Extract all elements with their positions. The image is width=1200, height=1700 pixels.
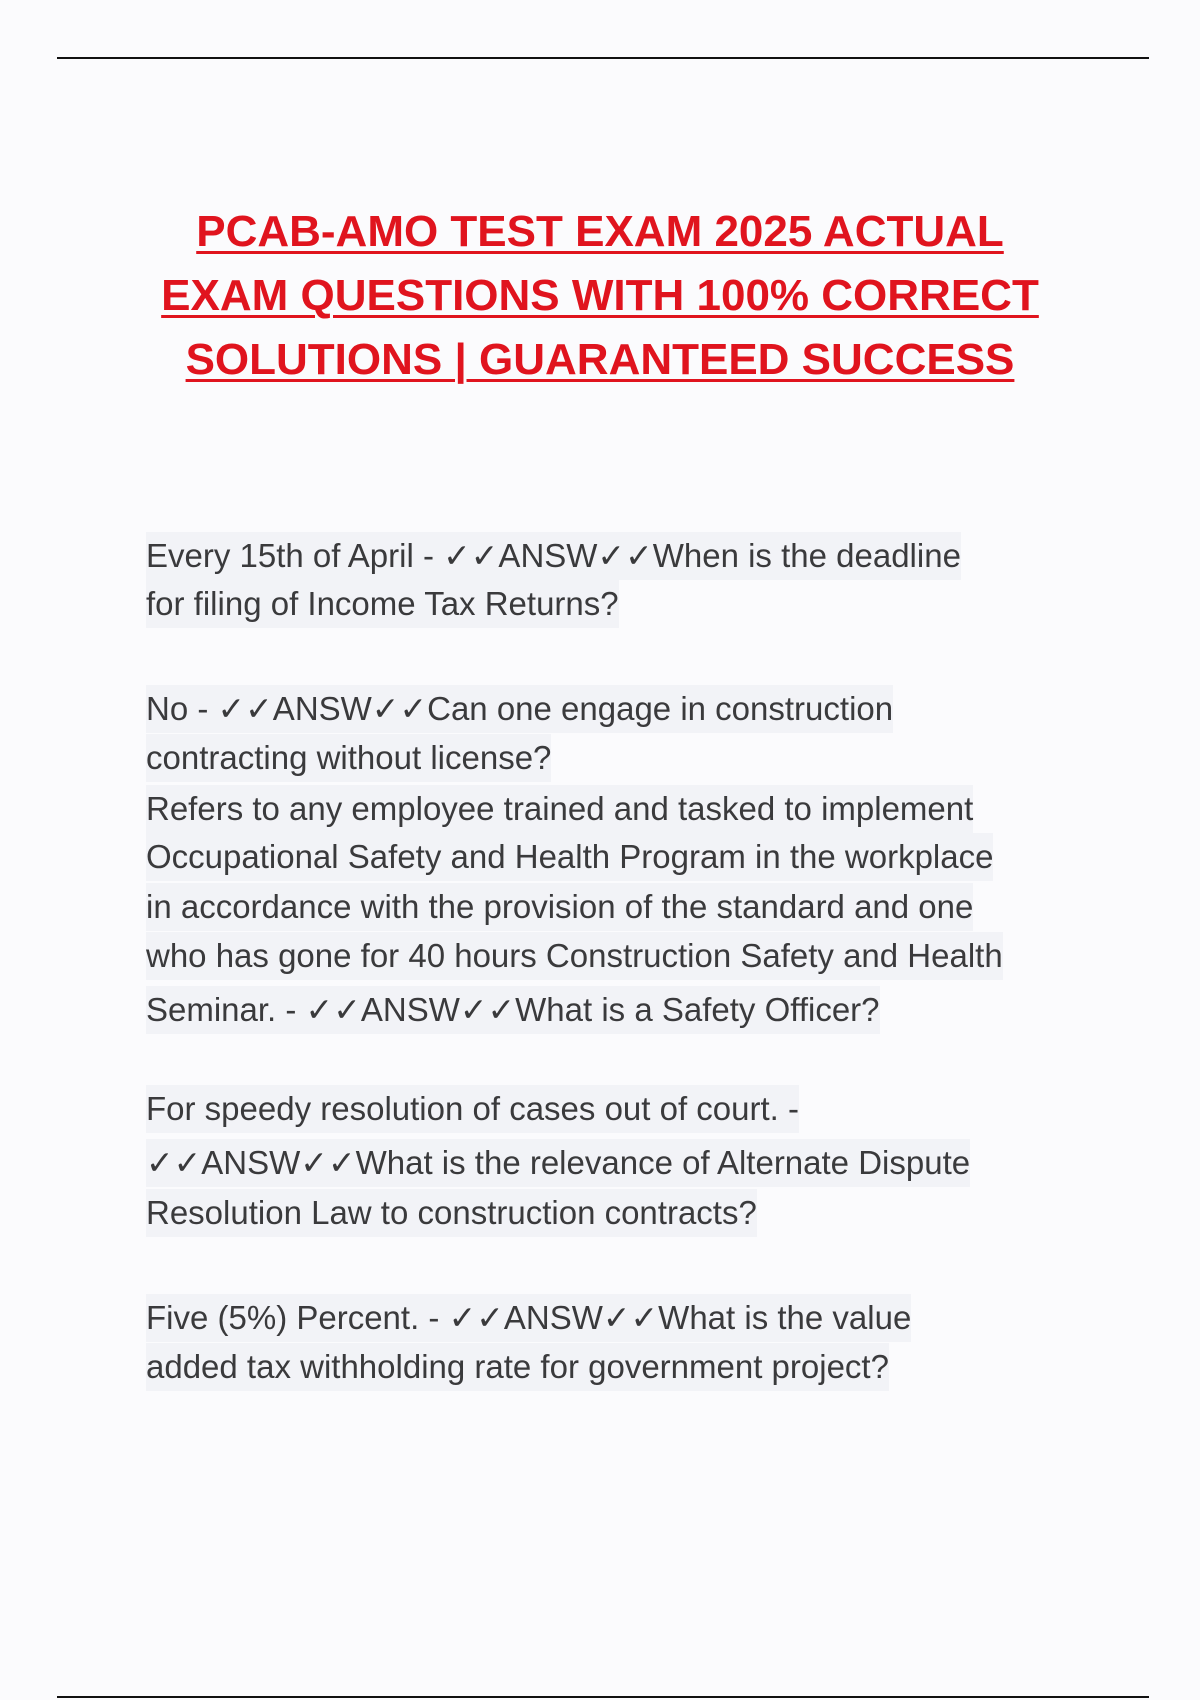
- qa-line: Refers to any employee trained and tasked to implement: [146, 785, 973, 833]
- qa-line: ✓✓ANSW✓✓What is the relevance of Alternate Dispute: [146, 1139, 970, 1187]
- qa-line: Seminar. - ✓✓ANSW✓✓What is a Safety Officer?: [146, 986, 880, 1034]
- qa-line: No - ✓✓ANSW✓✓Can one engage in construction: [146, 685, 893, 733]
- qa-line: Occupational Safety and Health Program in the workplace: [146, 833, 993, 881]
- title-line: SOLUTIONS | GUARANTEED SUCCESS: [185, 335, 1015, 384]
- top-rule: [57, 57, 1149, 59]
- title-line: EXAM QUESTIONS WITH 100% CORRECT: [161, 271, 1039, 320]
- qa-line: Every 15th of April - ✓✓ANSW✓✓When is the deadline: [146, 532, 961, 580]
- qa-line: Resolution Law to construction contracts?: [146, 1189, 757, 1237]
- qa-line: for filing of Income Tax Returns?: [146, 580, 619, 628]
- qa-line: who has gone for 40 hours Construction Safety and Health: [146, 932, 1003, 980]
- qa-line: in accordance with the provision of the standard and one: [146, 883, 973, 931]
- qa-line: Five (5%) Percent. - ✓✓ANSW✓✓What is the value: [146, 1294, 911, 1342]
- title-line: PCAB-AMO TEST EXAM 2025 ACTUAL: [196, 207, 1004, 256]
- qa-line: For speedy resolution of cases out of court. -: [146, 1085, 799, 1133]
- bottom-rule: [57, 1696, 1149, 1698]
- qa-line: added tax withholding rate for government project?: [146, 1343, 889, 1391]
- qa-line: contracting without license?: [146, 734, 551, 782]
- document-title: [0, 200, 1200, 392]
